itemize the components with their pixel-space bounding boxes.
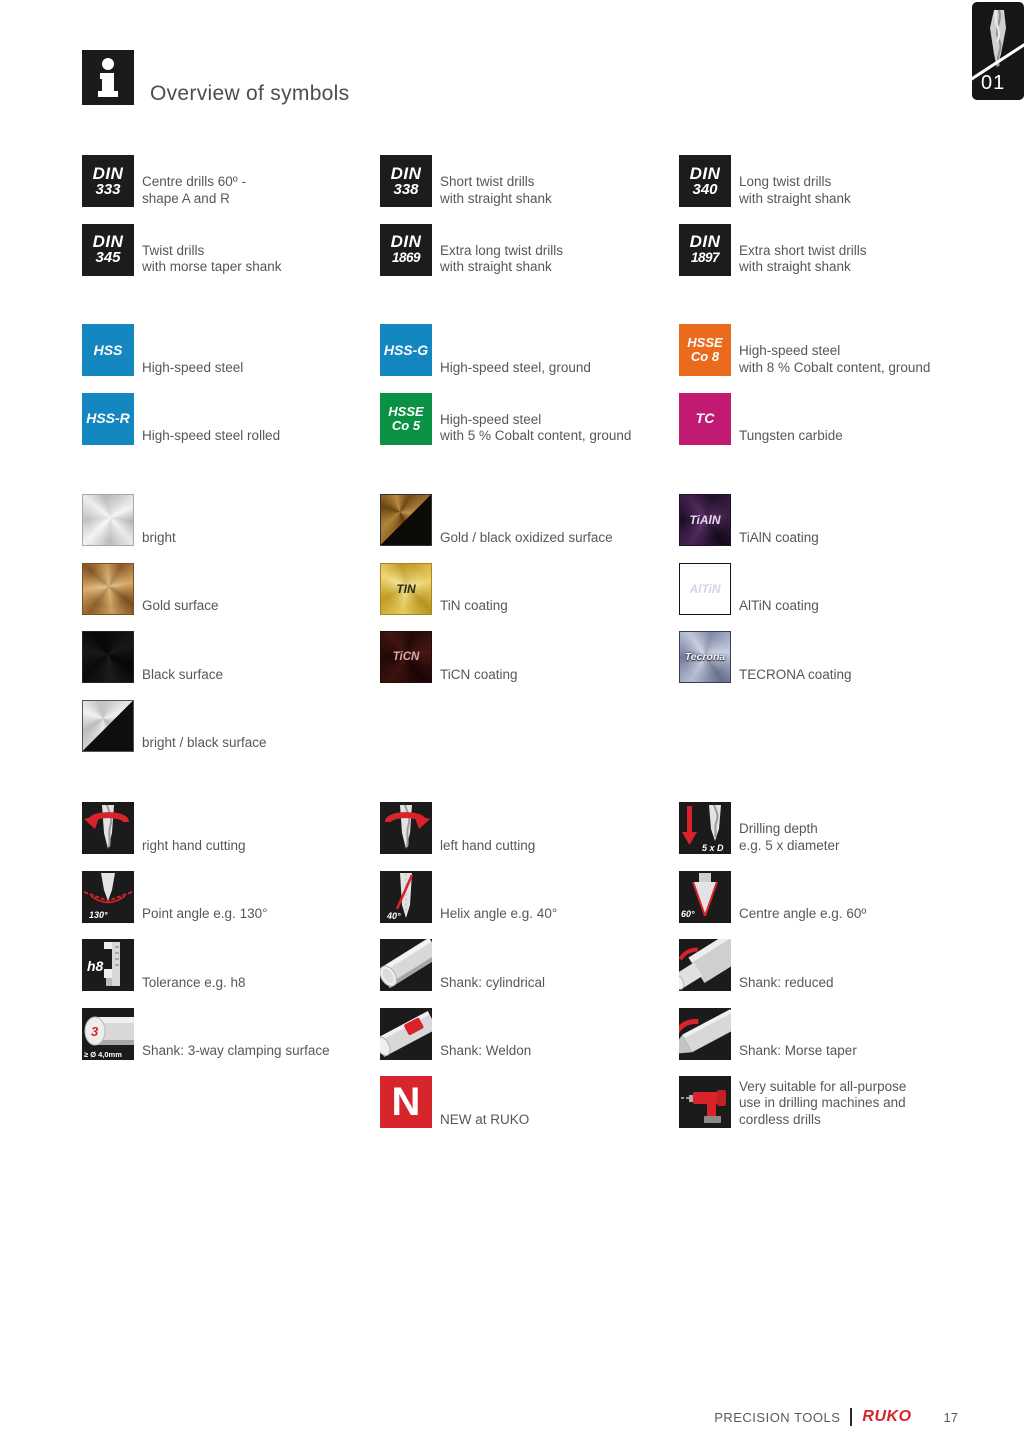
symbol-item-inner bbox=[380, 1076, 678, 1128]
description-line: with straight shank bbox=[739, 259, 851, 274]
item-description bbox=[739, 530, 819, 547]
item-description bbox=[739, 598, 819, 615]
symbol-item-inner bbox=[679, 494, 977, 546]
info-box bbox=[82, 50, 134, 105]
tile-label: DIN bbox=[689, 232, 721, 251]
tile-label: 345 bbox=[95, 249, 121, 266]
symbol-item bbox=[380, 802, 678, 871]
item-description bbox=[440, 975, 545, 992]
description-line: Shank: 3-way clamping surface bbox=[142, 1043, 330, 1058]
right-hand-cutting-icon bbox=[82, 802, 134, 854]
item-description bbox=[440, 412, 631, 445]
item-description bbox=[739, 1079, 906, 1129]
symbol-item-inner bbox=[82, 224, 380, 276]
item-description bbox=[739, 343, 930, 376]
description-line: Shank: cylindrical bbox=[440, 974, 546, 990]
symbol-item bbox=[82, 155, 380, 224]
item-description bbox=[739, 975, 834, 992]
symbol-item-inner bbox=[380, 155, 678, 207]
catalog-title: PRECISION TOOLS bbox=[714, 1409, 841, 1425]
point-angle-icon bbox=[82, 871, 134, 923]
symbol-item-inner bbox=[82, 1008, 380, 1060]
symbol-item bbox=[380, 324, 678, 393]
chapter-number: 01 bbox=[981, 72, 1006, 94]
page-number: 17 bbox=[943, 1409, 958, 1425]
gold-surface-swatch bbox=[82, 563, 134, 615]
ticn-coating-swatch bbox=[380, 631, 432, 683]
new-at-ruko-badge bbox=[380, 1076, 432, 1128]
bright-surface-swatch bbox=[82, 494, 134, 546]
shank-weldon-icon bbox=[380, 1008, 432, 1060]
symbol-item-inner bbox=[679, 324, 977, 376]
tolerance-caliper-icon bbox=[82, 939, 134, 991]
tile-label: DIN bbox=[689, 163, 721, 183]
symbol-item bbox=[679, 393, 977, 462]
symbol-item-inner bbox=[380, 939, 678, 991]
helix-angle-icon bbox=[380, 871, 432, 923]
symbol-item bbox=[380, 224, 678, 293]
symbol-item-inner bbox=[679, 224, 977, 276]
tile-label: HSS-G bbox=[383, 341, 429, 358]
symbol-item-inner bbox=[82, 563, 380, 615]
item-description bbox=[142, 428, 280, 445]
description-line: Gold / black oxidized surface bbox=[440, 529, 613, 545]
symbol-item-inner bbox=[380, 871, 678, 923]
description-line: left hand cutting bbox=[440, 837, 536, 853]
din-338-tile bbox=[380, 155, 432, 207]
description-line: cordless drills bbox=[739, 1111, 821, 1127]
description-line: Very suitable for all-purpose bbox=[739, 1078, 907, 1094]
symbol-item bbox=[82, 494, 380, 563]
item-description bbox=[142, 174, 246, 207]
footer-divider bbox=[850, 1408, 852, 1426]
shank-cylindrical-icon bbox=[380, 939, 432, 991]
svg-text:130°: 130° bbox=[89, 909, 108, 920]
item-description bbox=[739, 174, 851, 207]
description-line: Shank: Weldon bbox=[440, 1043, 532, 1058]
symbol-item bbox=[380, 631, 678, 700]
band-surfaces bbox=[82, 494, 380, 768]
hss-badge bbox=[82, 324, 134, 376]
description-line: Extra short twist drills bbox=[739, 242, 867, 258]
black-surface-swatch bbox=[82, 631, 134, 683]
item-description bbox=[142, 243, 282, 276]
description-line: Centre angle e.g. 60º bbox=[739, 906, 867, 921]
item-description bbox=[440, 530, 613, 547]
description-line: shape A and R bbox=[142, 190, 230, 206]
point-angle-icon bbox=[82, 871, 134, 923]
description-line: Helix angle e.g. 40° bbox=[440, 906, 558, 921]
symbol-item bbox=[679, 1076, 977, 1145]
band-din-standards bbox=[82, 155, 380, 292]
symbol-item bbox=[679, 324, 977, 393]
description-line: Gold surface bbox=[142, 598, 219, 613]
tile-label: HSSE bbox=[388, 403, 424, 419]
tile-label: 340 bbox=[692, 180, 718, 198]
din-333-tile bbox=[82, 155, 134, 207]
din-345-tile bbox=[82, 224, 134, 276]
symbol-item-inner bbox=[82, 939, 380, 991]
drilling-depth-icon bbox=[679, 802, 731, 854]
tialn-coating-swatch bbox=[679, 494, 731, 546]
tile-label: TIN bbox=[396, 581, 416, 596]
description-line: bright bbox=[142, 529, 176, 545]
description-line: Point angle e.g. 130° bbox=[142, 906, 268, 921]
item-description bbox=[739, 667, 852, 684]
item-description bbox=[440, 360, 591, 377]
description-line: with straight shank bbox=[739, 190, 851, 206]
item-description bbox=[440, 1112, 529, 1129]
description-line: Drilling depth bbox=[739, 821, 818, 836]
description-line: TECRONA coating bbox=[739, 666, 852, 682]
item-description bbox=[142, 667, 223, 684]
band-din-standards bbox=[679, 155, 977, 292]
din-340-tile bbox=[679, 155, 731, 207]
item-description bbox=[440, 243, 563, 276]
tile-label: TC bbox=[695, 410, 715, 426]
symbol-item-inner bbox=[679, 155, 977, 207]
tin-coating-swatch bbox=[380, 563, 432, 615]
item-description bbox=[440, 838, 535, 855]
symbol-item bbox=[679, 155, 977, 224]
band-din-standards bbox=[380, 155, 678, 292]
symbol-item bbox=[82, 1008, 380, 1077]
hsse-co8-badge bbox=[679, 324, 731, 376]
drilling-depth-icon bbox=[679, 802, 731, 854]
symbol-item-inner bbox=[380, 563, 678, 615]
tile-label: HSS-R bbox=[86, 410, 130, 426]
symbol-item-inner bbox=[380, 393, 678, 445]
symbol-item-inner bbox=[679, 939, 977, 991]
din-1897-tile bbox=[679, 224, 731, 276]
item-description bbox=[142, 598, 219, 615]
description-line: TiAlN coating bbox=[739, 529, 819, 545]
symbol-item bbox=[82, 563, 380, 632]
symbol-item-inner bbox=[380, 1008, 678, 1060]
description-line: AlTiN coating bbox=[739, 598, 819, 613]
description-line: High-speed steel, ground bbox=[440, 359, 591, 375]
symbol-item bbox=[380, 939, 678, 1008]
symbol-item bbox=[380, 155, 678, 224]
tecrona-coating-swatch bbox=[679, 631, 731, 683]
tc-badge bbox=[679, 393, 731, 445]
symbol-item bbox=[82, 393, 380, 462]
centre-angle-icon bbox=[679, 871, 731, 923]
symbol-item bbox=[679, 939, 977, 1008]
shank-3way-clamping-icon bbox=[82, 1008, 134, 1060]
hss-r-badge bbox=[82, 393, 134, 445]
page-title: Overview of symbols bbox=[150, 82, 350, 105]
symbol-item-inner bbox=[82, 494, 380, 546]
tile-label: TiCN bbox=[392, 651, 420, 663]
description-line: with straight shank bbox=[440, 190, 552, 206]
band-pictograms bbox=[82, 802, 380, 1076]
svg-text:5 x D: 5 x D bbox=[702, 843, 724, 853]
item-description bbox=[142, 735, 267, 752]
description-line: Tungsten carbide bbox=[739, 428, 843, 443]
symbol-item bbox=[380, 1076, 678, 1145]
description-line: TiN coating bbox=[440, 598, 508, 613]
hss-g-badge bbox=[380, 324, 432, 376]
shank-reduced-icon bbox=[679, 939, 731, 991]
item-description bbox=[739, 1043, 857, 1060]
symbol-item bbox=[82, 700, 380, 769]
symbol-item bbox=[82, 224, 380, 293]
symbol-item-inner bbox=[82, 700, 380, 752]
description-line: Twist drills bbox=[142, 242, 205, 258]
symbol-item-inner bbox=[679, 393, 977, 445]
helix-angle-icon bbox=[380, 871, 432, 923]
symbol-item-inner bbox=[82, 155, 380, 207]
symbol-item-inner bbox=[380, 631, 678, 683]
svg-text:40°: 40° bbox=[387, 910, 401, 921]
symbol-item bbox=[679, 494, 977, 563]
tile-label: Tecrona bbox=[684, 651, 726, 663]
description-line: e.g. 5 x diameter bbox=[739, 837, 840, 853]
band-materials bbox=[82, 324, 380, 461]
description-line: NEW at RUKO bbox=[440, 1111, 530, 1127]
hsse-co5-badge bbox=[380, 393, 432, 445]
tile-label: 1897 bbox=[690, 250, 720, 265]
shank-weldon-icon bbox=[380, 1008, 432, 1060]
symbol-item-inner bbox=[380, 224, 678, 276]
din-1869-tile bbox=[380, 224, 432, 276]
tile-label: DIN bbox=[92, 232, 124, 251]
symbol-item bbox=[82, 324, 380, 393]
symbol-item-inner bbox=[679, 563, 977, 615]
description-line: TiCN coating bbox=[440, 666, 518, 682]
svg-text:3: 3 bbox=[91, 1023, 99, 1039]
tile-label: 333 bbox=[95, 180, 121, 198]
description-line: Shank: Morse taper bbox=[739, 1043, 857, 1058]
svg-text:≥ Ø 4,0mm: ≥ Ø 4,0mm bbox=[84, 1049, 122, 1059]
description-line: with 5 % Cobalt content, ground bbox=[440, 428, 632, 443]
item-description bbox=[739, 906, 866, 923]
symbol-item-inner bbox=[82, 802, 380, 854]
tile-label: HSSE bbox=[687, 335, 723, 350]
item-description bbox=[142, 975, 246, 992]
gold-black-oxidized-swatch bbox=[380, 494, 432, 546]
symbol-item-inner bbox=[82, 324, 380, 376]
tile-label: Co 5 bbox=[391, 417, 421, 433]
tile-label: Co 8 bbox=[690, 349, 720, 364]
band-materials bbox=[380, 324, 678, 461]
symbol-item-inner bbox=[82, 631, 380, 683]
item-description bbox=[739, 243, 867, 276]
tile-label: AlTiN bbox=[689, 581, 721, 596]
symbol-item bbox=[679, 1008, 977, 1077]
symbol-item-inner bbox=[380, 802, 678, 854]
item-description bbox=[440, 667, 518, 684]
band-pictograms bbox=[679, 802, 977, 1145]
band-surfaces bbox=[679, 494, 977, 700]
description-line: with straight shank bbox=[440, 259, 552, 274]
info-icon bbox=[93, 57, 123, 99]
band-pictograms bbox=[380, 802, 678, 1145]
svg-text:h8: h8 bbox=[87, 958, 104, 974]
item-description bbox=[142, 1043, 330, 1060]
item-description bbox=[739, 428, 843, 445]
tile-label: 338 bbox=[393, 180, 419, 198]
item-description bbox=[440, 906, 557, 923]
description-line: Long twist drills bbox=[739, 174, 832, 189]
shank-morse-taper-icon bbox=[679, 1008, 731, 1060]
centre-angle-icon bbox=[679, 871, 731, 923]
description-line: use in drilling machines and bbox=[739, 1095, 906, 1110]
symbol-item-inner bbox=[82, 871, 380, 923]
description-line: Extra long twist drills bbox=[440, 242, 564, 258]
symbol-item-inner bbox=[380, 494, 678, 546]
item-description bbox=[142, 360, 243, 377]
symbol-item-inner bbox=[679, 1076, 977, 1128]
item-description bbox=[440, 598, 508, 615]
shank-reduced-icon bbox=[679, 939, 731, 991]
symbol-item bbox=[82, 802, 380, 871]
description-line: Black surface bbox=[142, 666, 224, 682]
right-hand-cutting-icon bbox=[82, 802, 134, 854]
item-description bbox=[440, 174, 552, 207]
footer bbox=[714, 1408, 958, 1426]
tile-label: 1869 bbox=[391, 250, 421, 265]
cordless-drill-icon bbox=[679, 1076, 731, 1128]
cordless-drill-icon bbox=[679, 1076, 731, 1128]
symbol-item bbox=[380, 393, 678, 462]
tile-label: DIN bbox=[92, 163, 124, 183]
item-description bbox=[142, 838, 246, 855]
item-description bbox=[142, 530, 176, 547]
symbol-item bbox=[679, 224, 977, 293]
description-line: with 8 % Cobalt content, ground bbox=[739, 359, 931, 375]
symbol-item bbox=[380, 1008, 678, 1077]
description-line: Centre drills 60º - bbox=[142, 174, 246, 189]
description-line: right hand cutting bbox=[142, 837, 246, 853]
band-surfaces bbox=[380, 494, 678, 700]
description-line: Shank: reduced bbox=[739, 974, 834, 990]
description-line: Tolerance e.g. h8 bbox=[142, 974, 246, 990]
band-materials bbox=[679, 324, 977, 461]
shank-cylindrical-icon bbox=[380, 939, 432, 991]
chapter-tab bbox=[972, 2, 1024, 100]
symbol-item bbox=[679, 563, 977, 632]
item-description bbox=[440, 1043, 531, 1060]
description-line: bright / black surface bbox=[142, 735, 267, 750]
tile-label: DIN bbox=[390, 232, 422, 251]
description-line: High-speed steel bbox=[739, 343, 841, 358]
tolerance-caliper-icon bbox=[82, 939, 134, 991]
symbol-item-inner bbox=[679, 871, 977, 923]
symbol-item bbox=[679, 871, 977, 940]
left-hand-cutting-icon bbox=[380, 802, 432, 854]
tile-label: DIN bbox=[390, 163, 422, 183]
symbol-item bbox=[82, 631, 380, 700]
bright-black-surface-swatch bbox=[82, 700, 134, 752]
description-line: High-speed steel bbox=[440, 411, 542, 427]
tile-label: N bbox=[391, 1080, 421, 1124]
symbol-item bbox=[679, 631, 977, 700]
symbol-item-inner bbox=[679, 631, 977, 683]
item-description bbox=[142, 906, 268, 923]
tile-label: TiAlN bbox=[689, 513, 721, 527]
left-hand-cutting-icon bbox=[380, 802, 432, 854]
description-line: High-speed steel rolled bbox=[142, 428, 281, 443]
symbol-item-inner bbox=[679, 802, 977, 854]
brand-logo: RUKO bbox=[862, 1408, 912, 1425]
symbol-item-inner bbox=[82, 393, 380, 445]
symbol-item bbox=[82, 939, 380, 1008]
symbol-item bbox=[82, 871, 380, 940]
shank-morse-taper-icon bbox=[679, 1008, 731, 1060]
shank-3way-clamping-icon bbox=[82, 1008, 134, 1060]
altin-coating-swatch bbox=[679, 563, 731, 615]
symbol-item-inner bbox=[679, 1008, 977, 1060]
description-line: High-speed steel bbox=[142, 359, 244, 375]
svg-text:60°: 60° bbox=[681, 908, 695, 919]
tile-label: HSS bbox=[93, 341, 123, 358]
symbol-item bbox=[380, 494, 678, 563]
symbol-item bbox=[380, 563, 678, 632]
symbol-item-inner bbox=[380, 324, 678, 376]
description-line: Short twist drills bbox=[440, 174, 535, 189]
item-description bbox=[739, 821, 840, 854]
symbol-item bbox=[380, 871, 678, 940]
description-line: with morse taper shank bbox=[142, 259, 282, 274]
symbol-item bbox=[679, 802, 977, 871]
